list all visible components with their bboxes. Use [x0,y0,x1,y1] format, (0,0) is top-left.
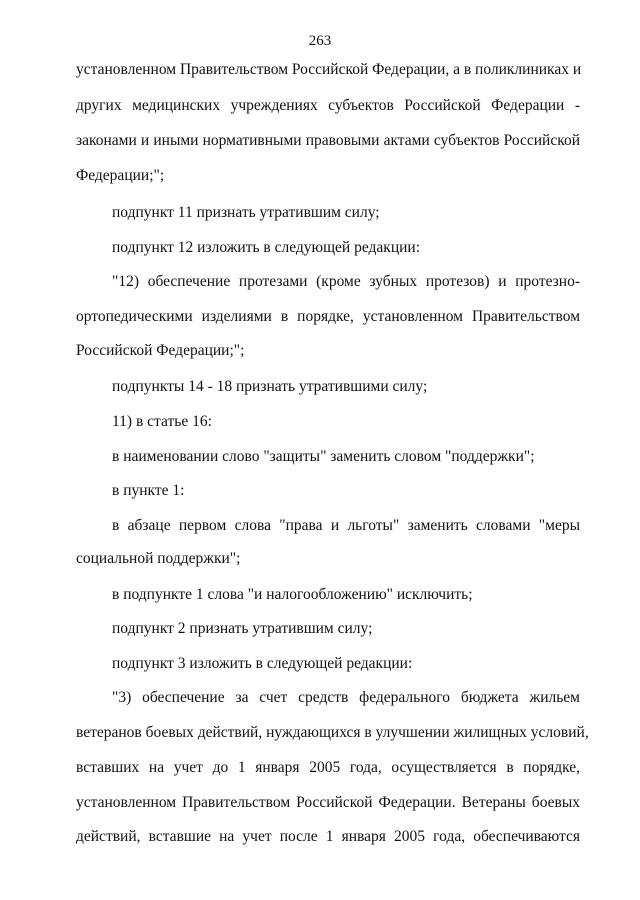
text-line: подпункт 2 признать утратившим силу; [112,620,373,637]
text-line: 11) в статье 16: [112,413,212,430]
text-line: установленном Правительством Российской Федерации, а в поликлиниках и [76,61,582,78]
text-line: других медицинских учреждениях субъектов Российской Федерации - [76,97,580,114]
text-line: "3) обеспечение за счет средств федерального бюджета жильем [112,689,580,706]
text-line: Федерации;"; [76,167,165,184]
text-line: ортопедическими изделиями в порядке, установленном Правительством [76,308,580,325]
text-line: ветеранов боевых действий, нуждающихся в улучшении жилищных условий, [76,724,589,741]
text-line: подпункты 14 - 18 признать утратившими силу; [112,378,428,395]
text-line: "12) обеспечение протезами (кроме зубных протезов) и протезно- [112,273,580,290]
text-line: подпункт 3 изложить в следующей редакции: [112,655,413,672]
text-line: в пункте 1: [112,482,185,499]
text-line: в абзаце первом слова "права и льготы" заменить словами "меры [112,517,580,534]
text-line: подпункт 12 изложить в следующей редакции: [112,239,421,256]
text-line: социальной поддержки"; [76,550,241,567]
text-line: установленном Правительством Российской Федерации. Ветераны боевых [76,794,580,811]
text-line: действий, вставшие на учет после 1 января 2005 года, обеспечиваются [76,828,580,845]
page-number: 263 [308,33,332,49]
text-line: законами и иными нормативными правовыми актами субъектов Российской [76,132,580,149]
text-line: в наименовании слово "защиты" заменить словом "поддержки"; [112,448,535,465]
text-line: подпункт 11 признать утратившим силу; [112,204,380,221]
text-line: в подпункте 1 слова "и налогообложению" исключить; [112,586,473,603]
text-line: вставших на учет до 1 января 2005 года, осуществляется в порядке, [76,759,580,776]
text-line: Российской Федерации;"; [76,342,245,359]
